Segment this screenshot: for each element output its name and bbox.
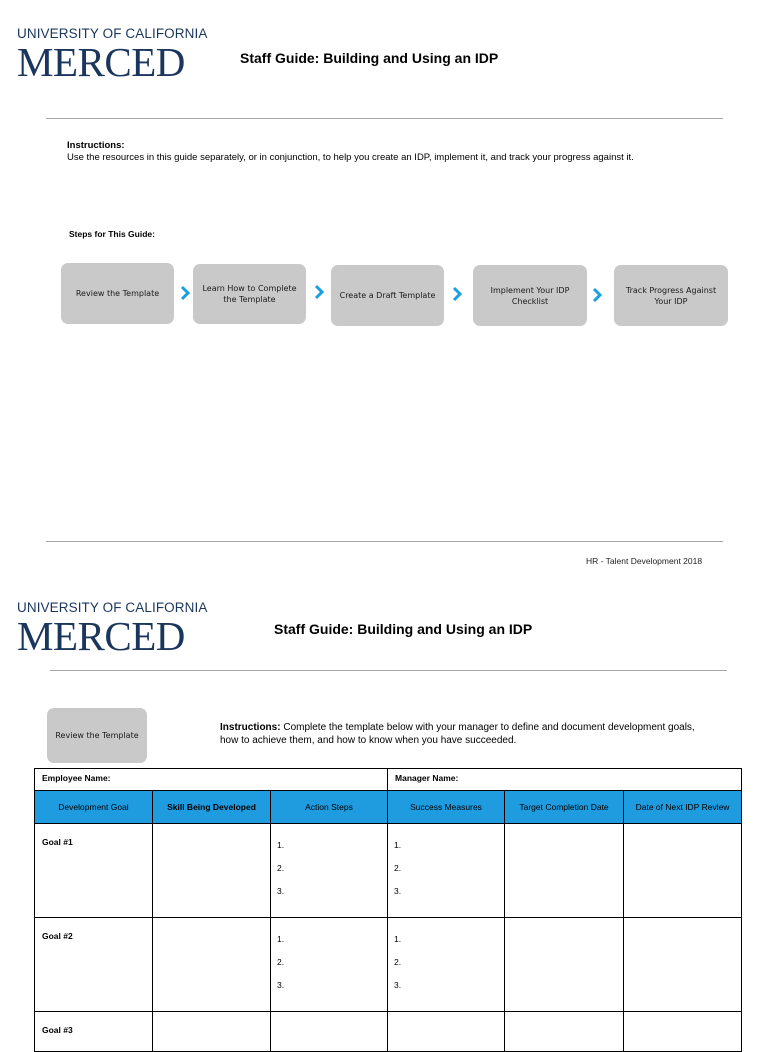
step-implement-checklist: Implement Your IDP Checklist <box>473 265 587 326</box>
next-review-cell[interactable] <box>624 1012 742 1052</box>
list-item: 1. <box>277 840 285 850</box>
list-item: 2. <box>394 863 402 873</box>
divider <box>46 541 723 542</box>
list-item: 2. <box>394 957 402 967</box>
logo-page1 <box>17 26 207 83</box>
steps-heading: Steps for This Guide: <box>69 229 155 239</box>
table-row <box>35 1012 742 1052</box>
action-steps-cell[interactable] <box>271 1012 388 1052</box>
logo-top-line: UNIVERSITY OF CALIFORNIA <box>17 600 208 615</box>
chevron-right-icon <box>179 285 191 301</box>
next-review-cell[interactable] <box>624 918 742 1012</box>
target-date-cell[interactable] <box>505 1012 624 1052</box>
instructions-text: Complete the template below with your manager to define and document development goals, how to achieve them, and how to know when you have succeeded. <box>220 722 695 746</box>
list-item: 3. <box>277 886 285 896</box>
action-steps-cell[interactable] <box>271 918 388 1012</box>
column-header: Date of Next IDP Review <box>624 791 742 824</box>
action-steps-cell[interactable] <box>271 824 388 918</box>
table-row <box>35 769 742 791</box>
logo-wordmark: MERCED <box>17 39 185 85</box>
next-review-cell[interactable] <box>624 824 742 918</box>
success-measures-cell[interactable] <box>388 1012 505 1052</box>
chevron-right-icon <box>313 284 325 300</box>
target-date-cell[interactable] <box>505 824 624 918</box>
list-item: 3. <box>277 980 285 990</box>
step-track-progress: Track Progress Against Your IDP <box>614 265 728 326</box>
list-item: 3. <box>394 980 402 990</box>
goal-label: Goal #2 <box>35 918 153 1012</box>
instructions-heading: Instructions: <box>67 140 125 151</box>
goal-label: Goal #3 <box>35 1012 153 1052</box>
list-item: 1. <box>277 934 285 944</box>
step-review-template: Review the Template <box>61 263 174 324</box>
employee-name-field[interactable]: Employee Name: <box>35 769 388 791</box>
instructions-text: Use the resources in this guide separately, or in conjunction, to help you create an IDP, implement it, and track your progress against it. <box>67 152 634 163</box>
goal-label: Goal #1 <box>35 824 153 918</box>
success-measures-cell[interactable] <box>388 918 505 1012</box>
list-item: 1. <box>394 840 402 850</box>
skill-cell[interactable] <box>153 918 271 1012</box>
footer-text: HR - Talent Development 2018 <box>586 556 703 566</box>
divider <box>46 118 723 119</box>
list-item: 2. <box>277 957 285 967</box>
skill-cell[interactable] <box>153 824 271 918</box>
success-measures-cell[interactable] <box>388 824 505 918</box>
list-item: 1. <box>394 934 402 944</box>
manager-name-field[interactable]: Manager Name: <box>388 769 742 791</box>
column-header: Success Measures <box>388 791 505 824</box>
chevron-right-icon <box>591 287 603 303</box>
table-row <box>35 824 742 918</box>
list-item: 3. <box>394 886 402 896</box>
divider <box>50 670 727 671</box>
step-create-draft: Create a Draft Template <box>331 265 444 326</box>
column-header: Action Steps <box>271 791 388 824</box>
page-title: Staff Guide: Building and Using an IDP <box>274 621 533 637</box>
table-row <box>35 918 742 1012</box>
instructions-block <box>220 721 710 747</box>
instructions-heading: Instructions: <box>220 722 281 733</box>
step-badge-review-template: Review the Template <box>47 708 147 763</box>
logo-top-line: UNIVERSITY OF CALIFORNIA <box>17 26 208 41</box>
logo-wordmark: MERCED <box>17 613 185 659</box>
list-item: 2. <box>277 863 285 873</box>
skill-cell[interactable] <box>153 1012 271 1052</box>
instructions-block <box>67 140 677 164</box>
idp-template-table <box>34 768 742 1052</box>
page-title: Staff Guide: Building and Using an IDP <box>240 50 499 66</box>
column-header: Skill Being Developed <box>153 791 271 824</box>
logo-page2 <box>17 600 207 657</box>
step-learn-complete: Learn How to Complete the Template <box>193 264 306 324</box>
chevron-right-icon <box>451 286 463 302</box>
column-header: Development Goal <box>35 791 153 824</box>
column-header: Target Completion Date <box>505 791 624 824</box>
table-header-row <box>35 791 742 824</box>
target-date-cell[interactable] <box>505 918 624 1012</box>
